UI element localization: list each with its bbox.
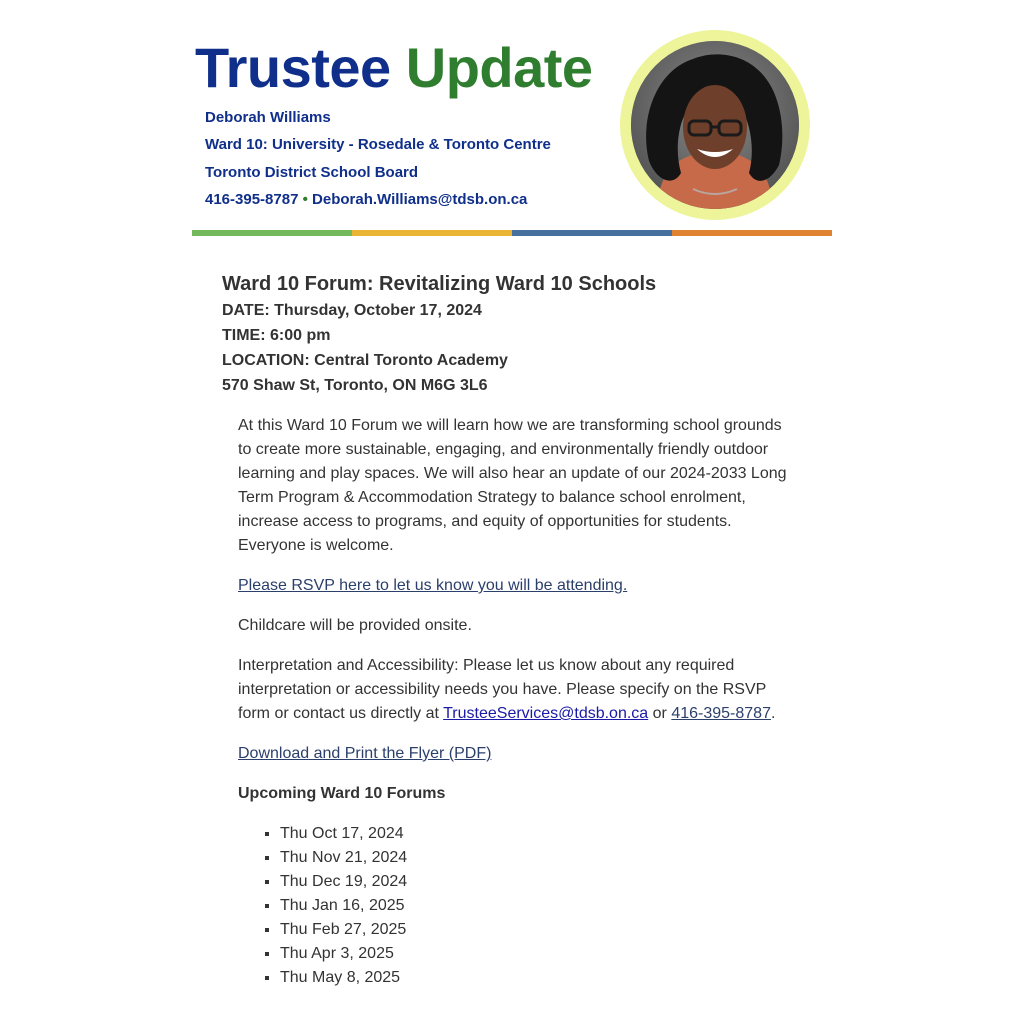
upcoming-forums-list: [238, 822, 798, 990]
forum-date-item: ▪ Thu Feb 27, 2025: [280, 918, 798, 942]
rsvp-link[interactable]: Please RSVP here to let us know you will be attending.: [238, 577, 628, 594]
separator-dot: •: [302, 190, 308, 208]
forum-date-item: ▪ Thu May 8, 2025: [280, 966, 798, 990]
title-word-trustee: Trustee: [195, 36, 391, 99]
event-address: 570 Shaw St, Toronto, ON M6G 3L6: [222, 377, 488, 394]
upcoming-forums-heading: Upcoming Ward 10 Forums: [238, 785, 446, 802]
event-details: [222, 298, 802, 398]
trustee-email: Deborah.Williams@tdsb.on.ca: [312, 190, 528, 208]
color-bar-orange: [672, 230, 832, 236]
event-body: [238, 414, 798, 990]
childcare-paragraph: Childcare will be provided onsite.: [238, 617, 472, 634]
event-date: DATE: Thursday, October 17, 2024: [222, 302, 482, 319]
forum-date-item: ▪ Thu Dec 19, 2024: [280, 870, 798, 894]
trustee-info: [205, 104, 551, 213]
forum-date-item: ▪ Thu Nov 21, 2024: [280, 846, 798, 870]
interpretation-paragraph: [238, 654, 798, 726]
avatar-ring: [620, 30, 810, 220]
phone-link[interactable]: 416-395-8787: [671, 705, 771, 722]
trustee-name: Deborah Williams: [205, 109, 331, 126]
rsvp-paragraph: [238, 574, 798, 598]
school-board: Toronto District School Board: [205, 163, 419, 181]
contact-line: [205, 186, 551, 213]
interpretation-text: Interpretation and Accessibility: Please let us know about any required interpretation or accessibility needs you have. Please specify on the RSVP form or contact us directly at: [238, 657, 766, 722]
trustee-photo: [631, 41, 799, 209]
interpretation-or: or: [648, 705, 672, 722]
trustee-ward: Ward 10: University - Rosedale & Toronto Centre: [205, 136, 551, 154]
forum-date-item: ▪ Thu Oct 17, 2024: [280, 822, 798, 846]
intro-paragraph: At this Ward 10 Forum we will learn how we are transforming school grounds to create more sustainable, engaging, and environmentally friendly outdoor learning and play spaces. We will also hear an update of our 2024-2033 Long Term Program & Accommodation Strategy to balance school enrolment, increase access to programs, and equity of opportunities for students. Everyone is welcome.: [238, 417, 787, 554]
interpretation-end: .: [770, 705, 776, 722]
forum-date-item: ▪ Thu Apr 3, 2025: [280, 942, 798, 966]
newsletter-header: [192, 0, 832, 236]
header-color-bar: [192, 230, 832, 236]
title-word-update: Update: [405, 36, 593, 99]
flyer-download-link[interactable]: Download and Print the Flyer (PDF): [238, 745, 492, 762]
newsletter-title: [195, 36, 593, 100]
event-time: TIME: 6:00 pm: [222, 327, 331, 344]
flyer-paragraph: [238, 742, 798, 766]
forum-date-item: ▪ Thu Jan 16, 2025: [280, 894, 798, 918]
color-bar-green: [192, 230, 352, 236]
newsletter-content: [222, 270, 802, 990]
color-bar-blue: [512, 230, 672, 236]
color-bar-yellow: [352, 230, 512, 236]
event-location: LOCATION: Central Toronto Academy: [222, 352, 508, 369]
event-title: Ward 10 Forum: Revitalizing Ward 10 Schools: [222, 273, 657, 295]
portrait-illustration: [631, 41, 799, 209]
trustee-phone: 416-395-8787: [205, 190, 299, 208]
trustee-services-email-link[interactable]: TrusteeServices@tdsb.on.ca: [443, 705, 649, 722]
